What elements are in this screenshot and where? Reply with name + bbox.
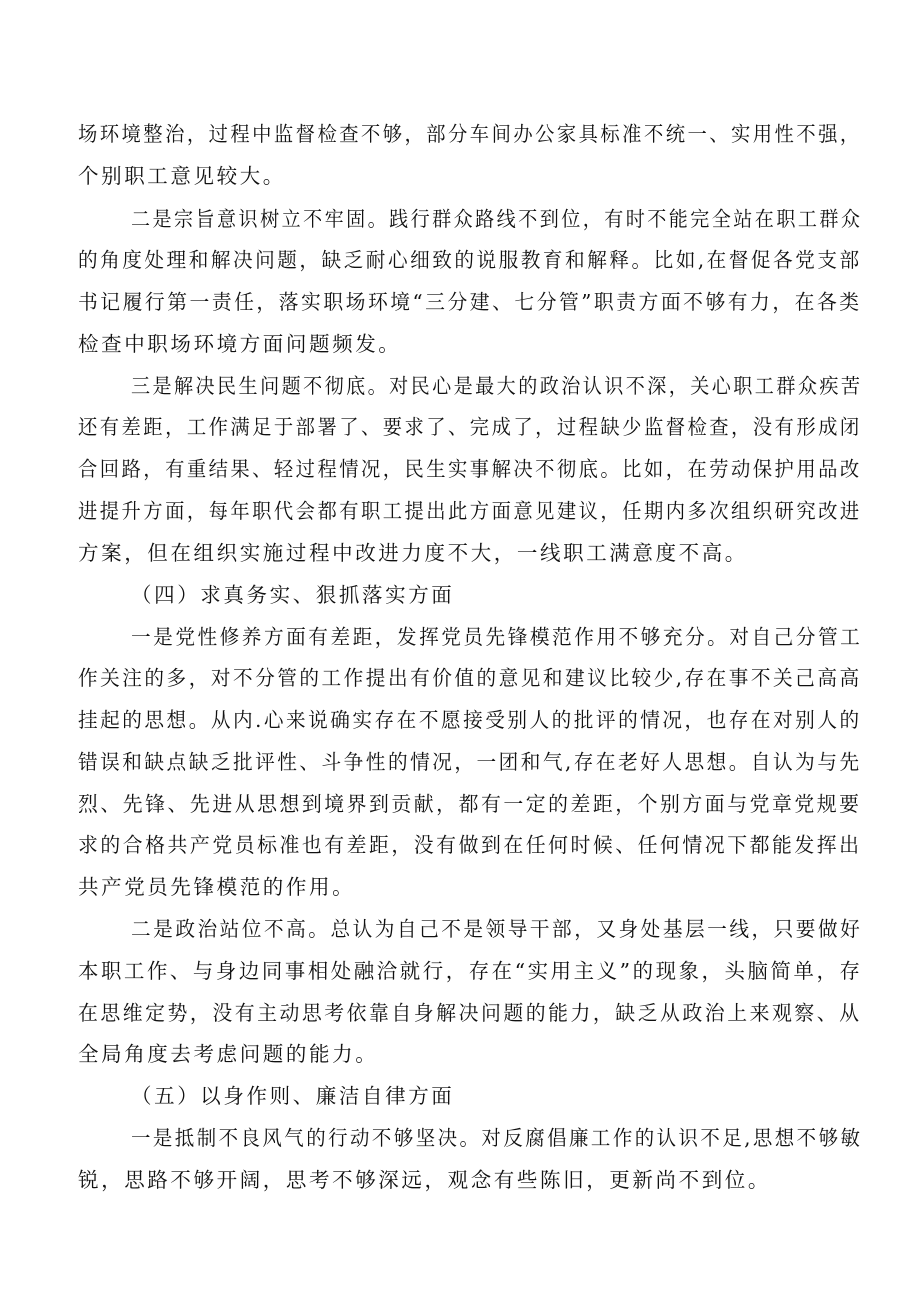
paragraph-line: 全局角度去考虑问题的能力。 [78, 1042, 379, 1066]
paragraph-line: 在思维定势，没有主动思考依靠自身解决问题的能力，缺乏从政治上来观察、从 [78, 1001, 862, 1025]
paragraph-line: 场环境整治，过程中监督检查不够，部分车间办公家具标准不统一、实用性不强， [78, 122, 862, 146]
section-heading: （四）求真务实、狠抓落实方面 [131, 583, 455, 607]
paragraph-line: 本职工作、与身边同事相处融洽就行，存在“实用主义”的现象，头脑简单，存 [78, 959, 863, 983]
paragraph-line: 烈、先锋、先进从思想到境界到贡献，都有一定的差距，个别方面与党章党规要 [78, 792, 862, 816]
paragraph-line: 还有差距，工作满足于部署了、要求了、完成了，过程缺少监督检查，没有形成闭 [78, 415, 862, 439]
paragraph-line: 挂起的思想。从内.心来说确实存在不愿接受别人的批评的情况，也存在对别人的 [78, 708, 862, 732]
paragraph-line: 合回路，有重结果、轻过程情况，民生实事解决不彻底。比如，在劳动保护用品改 [78, 457, 862, 481]
paragraph-line: 的角度处理和解决问题，缺乏耐心细致的说服教育和解释。比如,在督促各党支部 [78, 248, 862, 272]
section-heading: （五）以身作则、廉洁自律方面 [131, 1084, 455, 1108]
paragraph-line: 锐，思路不够开阔，思考不够深远，观念有些陈旧，更新尚不到位。 [78, 1168, 771, 1192]
paragraph-line: 进提升方面，每年职代会都有职工提出此方面意见建议，任期内多次组织研究改进 [78, 499, 862, 523]
paragraph-line: 错误和缺点缺乏批评性、斗争性的情况，一团和气,存在老好人思想。自认为与先 [78, 750, 862, 774]
paragraph-line: 共产党员先锋模范的作用。 [78, 875, 356, 899]
paragraph-line: 二是政治站位不高。总认为自己不是领导干部，又身处基层一线，只要做好 [131, 917, 863, 941]
paragraph-line: 检查中职场环境方面问题频发。 [78, 332, 402, 356]
paragraph-line: 个别职工意见较大。 [78, 164, 286, 188]
paragraph-line: 方案，但在组织实施过程中改进力度不大，一线职工满意度不高。 [78, 541, 748, 565]
paragraph-line: 二是宗旨意识树立不牢固。践行群众路线不到位，有时不能完全站在职工群众 [131, 207, 863, 231]
paragraph-line: 三是解决民生问题不彻底。对民心是最大的政治认识不深，关心职工群众疾苦 [131, 374, 863, 398]
paragraph-line: 一是党性修养方面有差距，发挥党员先锋模范作用不够充分。对自己分管工 [131, 625, 863, 649]
paragraph-line: 求的合格共产党员标准也有差距，没有做到在任何时候、任何情况下都能发挥出 [78, 833, 862, 857]
paragraph-line: 一是抵制不良风气的行动不够坚决。对反腐倡廉工作的认识不足,思想不够敏 [131, 1126, 863, 1150]
paragraph-line: 书记履行第一责任，落实职场环境“三分建、七分管”职责方面不够有力，在各类 [78, 290, 862, 314]
paragraph-line: 作关注的多，对不分管的工作提出有价值的意见和建议比较少,存在事不关己高高 [78, 666, 862, 690]
